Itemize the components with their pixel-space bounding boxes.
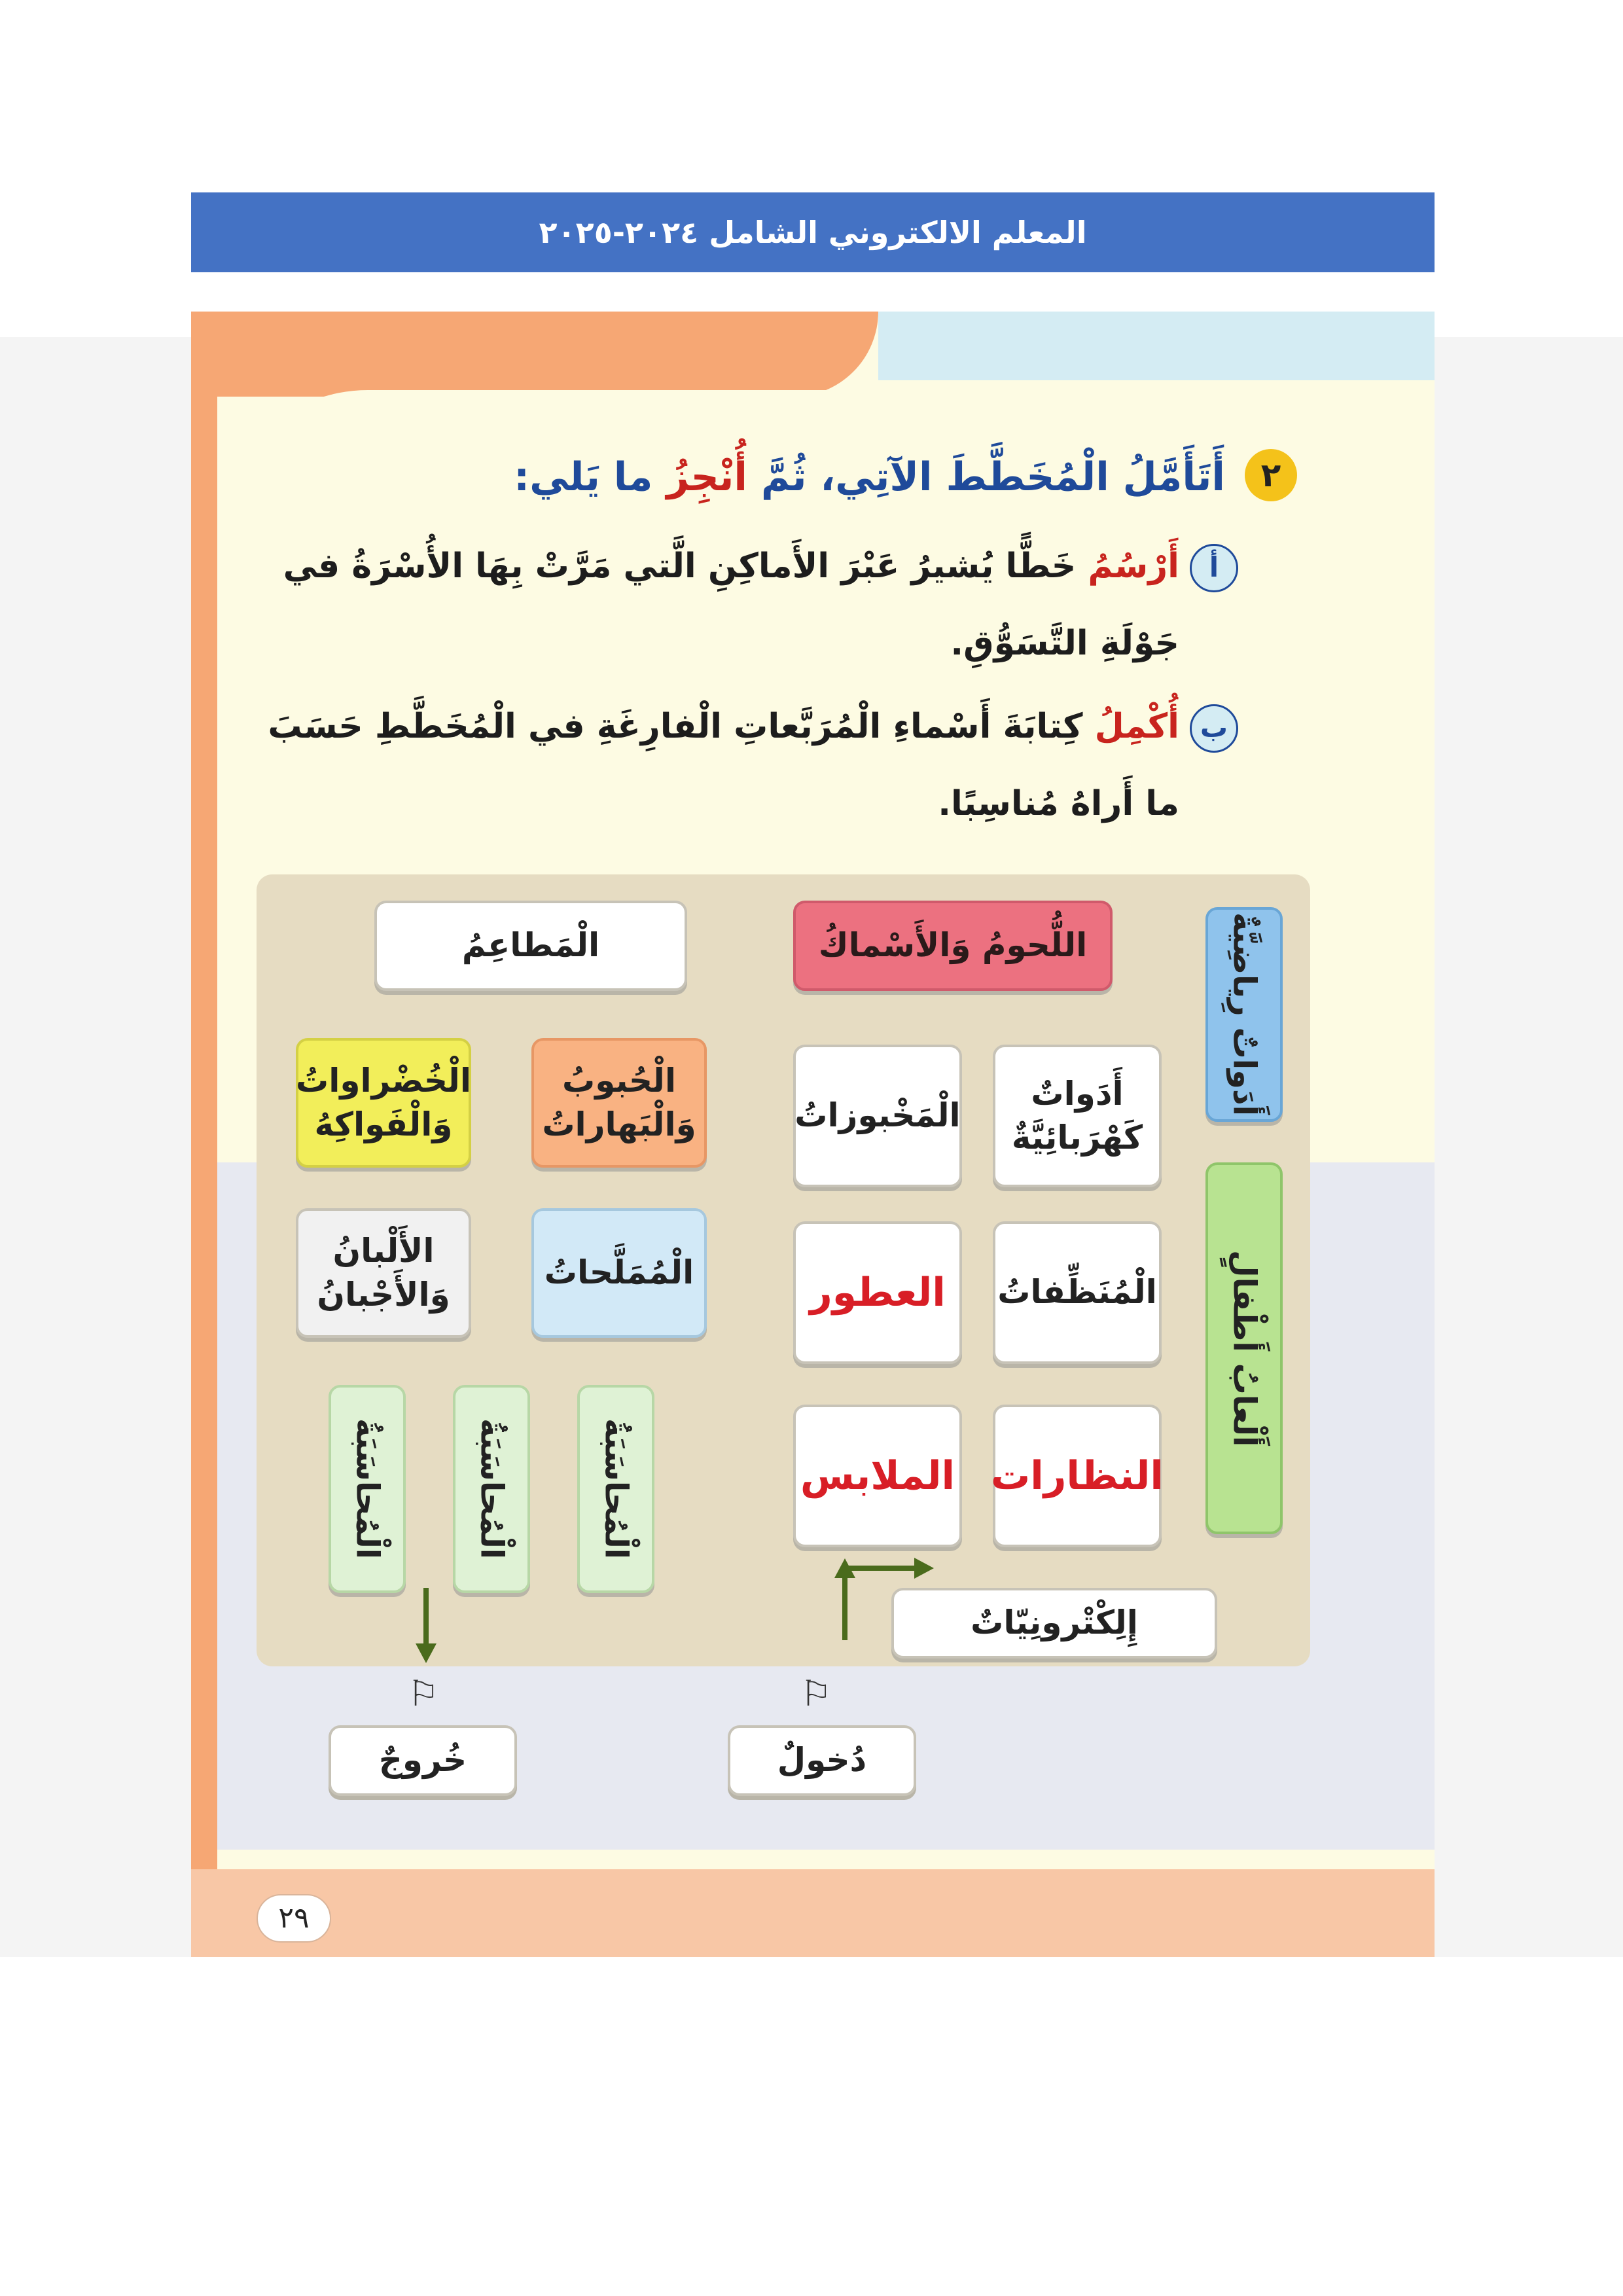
- box-cashier-2[interactable]: [453, 1385, 530, 1593]
- box-pickles[interactable]: [531, 1208, 707, 1338]
- electronics-arrowhead: [914, 1558, 934, 1579]
- textbook-page: [191, 312, 1435, 1957]
- box-dairy-cheese[interactable]: [296, 1208, 471, 1338]
- box-clothes[interactable]: [793, 1405, 962, 1547]
- sub-question-a-badge: أ: [1190, 544, 1238, 592]
- exit-gate-icon: ⚐: [407, 1673, 440, 1714]
- box-kids-games[interactable]: [1205, 1162, 1283, 1534]
- header-title: المعلم الالكتروني الشامل ٢٠٢٤-٢٠٢٥: [539, 215, 1087, 250]
- box-electrical-tools-label: أَدَواتٌ كَهْرَبائِيَّةٌ: [1011, 1074, 1143, 1157]
- sub-question-b: [263, 688, 1179, 842]
- page-left-strip: [191, 312, 217, 1957]
- instruction-part1: أَتَأَمَّلُ الْمُخَطَّطَ الآتِي، ثُمَّ: [747, 454, 1225, 500]
- entrance-label-box: [728, 1725, 916, 1796]
- box-electrical-tools[interactable]: [993, 1045, 1162, 1187]
- question-number-badge: ٢: [1245, 449, 1297, 501]
- exit-down-arrow: [423, 1588, 429, 1647]
- sub-question-a-text: خَطًّا يُشيرُ عَبْرَ الأَماكِنِ الَّتي مَرَّتْ بِهَا الأُسْرَةُ في جَوْلَةِ التَّسَوُّقِ.: [283, 547, 1179, 663]
- box-glasses[interactable]: [993, 1405, 1162, 1547]
- entrance-gate-icon: ⚐: [800, 1673, 832, 1714]
- entrance-up-arrow: [842, 1575, 847, 1640]
- box-meat-fish[interactable]: [793, 901, 1113, 991]
- box-sports-tools[interactable]: [1205, 907, 1283, 1122]
- entrance-label: دُخولٌ: [777, 1741, 867, 1780]
- sub-question-b-text: كِتابَةَ أَسْماءِ الْمُرَبَّعاتِ الْفارِغَةِ في الْمُخَطَّطِ حَسَبَ ما أَراهُ مُناسِبًا.: [268, 707, 1179, 823]
- box-restaurants[interactable]: [374, 901, 687, 991]
- question-instruction: [514, 449, 1225, 505]
- box-cashier-2-label: الْمُحاسَبَةُ: [473, 1418, 510, 1560]
- page-footer-band: [191, 1869, 1435, 1957]
- exit-label: خُروجٌ: [378, 1741, 467, 1780]
- page-number: ٢٩: [257, 1894, 331, 1943]
- box-sports-tools-label: أَدَواتٌ رِياضِيَّةٌ: [1226, 912, 1263, 1117]
- box-perfumes-label: العطور: [810, 1269, 946, 1316]
- box-dairy-cheese-label: الأَلْبانُ وَالأَجْبانُ: [317, 1231, 450, 1314]
- store-floor-plan: [257, 874, 1310, 1666]
- box-bakery[interactable]: [793, 1045, 962, 1187]
- box-bakery-label: الْمَخْبوزاتُ: [794, 1096, 961, 1135]
- instruction-part2: أُنْجِزُ: [666, 454, 747, 500]
- instruction-part3: ما يَلي:: [514, 454, 667, 500]
- box-electronics-label: إِلِكْتْرونِيّاتٌ: [971, 1604, 1138, 1642]
- box-restaurants-label: الْمَطاعِمُ: [461, 926, 600, 965]
- box-cashier-3[interactable]: [577, 1385, 654, 1593]
- box-vegetables-fruits-label: الْخُضْراواتُ وَالْفَواكِهُ: [296, 1061, 471, 1143]
- box-perfumes[interactable]: [793, 1221, 962, 1364]
- box-cashier-1-label: الْمُحاسَبَةُ: [349, 1418, 386, 1560]
- box-pickles-label: الْمُمَلَّحاتُ: [544, 1253, 694, 1292]
- exit-down-arrowhead: [416, 1643, 437, 1663]
- page-top-blue: [878, 312, 1435, 380]
- header-bar: [191, 192, 1435, 272]
- box-cleaners[interactable]: [993, 1221, 1162, 1364]
- box-cleaners-label: الْمُنَظِّفاتُ: [997, 1273, 1157, 1312]
- sub-question-a: [263, 528, 1179, 682]
- exit-label-box: [329, 1725, 517, 1796]
- box-clothes-label: الملابس: [800, 1452, 955, 1499]
- box-cashier-1[interactable]: [329, 1385, 406, 1593]
- page-top-orange: [191, 312, 878, 397]
- box-grains-spices[interactable]: [531, 1038, 707, 1168]
- box-kids-games-label: أَلْعابُ أَطْفالٍ: [1226, 1249, 1263, 1447]
- sub-question-b-verb: أُكْمِلُ: [1094, 707, 1179, 746]
- sub-question-b-badge: ب: [1190, 704, 1238, 753]
- box-grains-spices-label: الْحُبوبُ وَالْبَهاراتُ: [542, 1061, 696, 1143]
- box-electronics[interactable]: [891, 1588, 1217, 1659]
- box-cashier-3-label: الْمُحاسَبَةُ: [597, 1418, 635, 1560]
- box-meat-fish-label: اللُّحومُ وَالأَسْماكُ: [818, 926, 1088, 965]
- box-vegetables-fruits[interactable]: [296, 1038, 471, 1168]
- box-glasses-label: النظارات: [991, 1452, 1164, 1499]
- sub-question-a-verb: أَرْسُمُ: [1088, 547, 1179, 586]
- electronics-arrow: [846, 1566, 918, 1571]
